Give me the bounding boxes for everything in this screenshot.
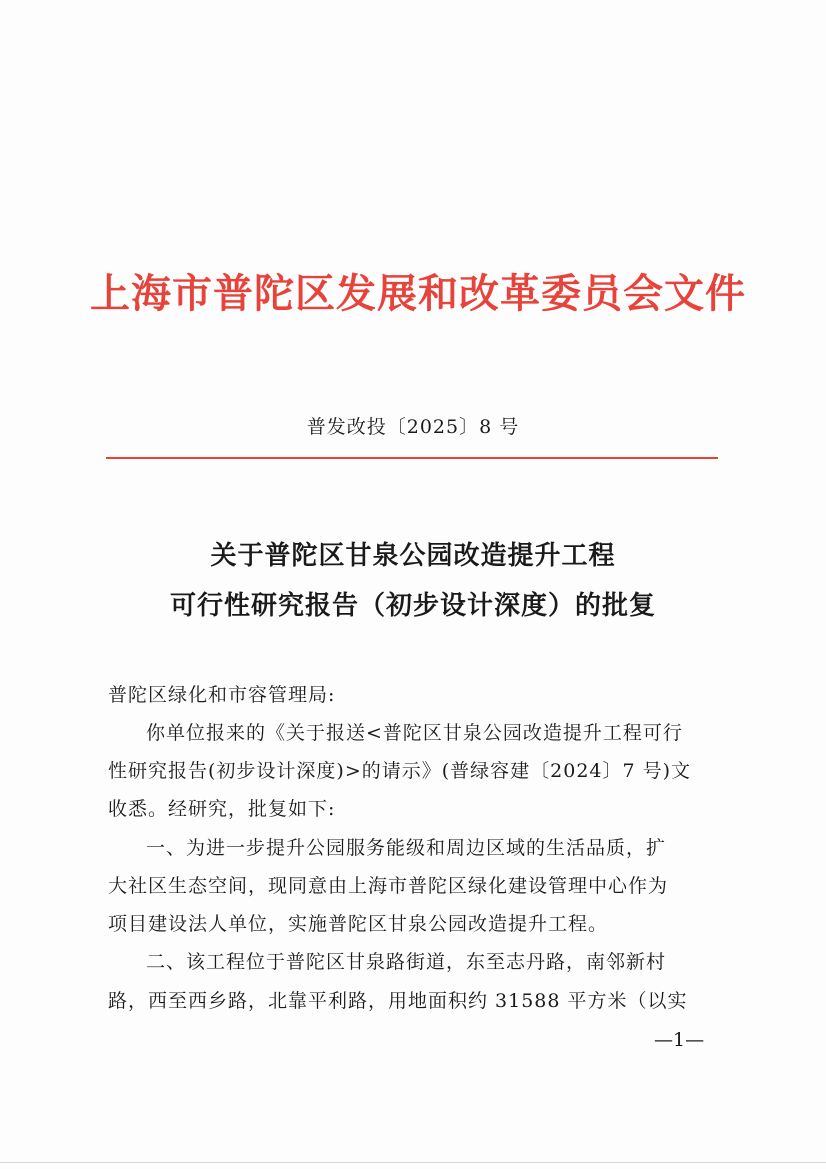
document-number: 普发改投〔2025〕8 号: [306, 416, 520, 438]
red-header-title: 上海市普陀区发展和改革委员会文件: [90, 270, 746, 317]
body-line: 路，西至西乡路，北靠平利路，用地面积约 31588 平方米（以实: [108, 990, 688, 1012]
body-line: 项目建设法人单位，实施普陀区甘泉公园改造提升工程。: [108, 913, 609, 935]
body-line: 收悉。经研究，批复如下:: [108, 798, 336, 820]
page-bottom-edge: [0, 1162, 826, 1163]
body-line: 一、为进一步提升公园服务能级和周边区域的生活品质，扩: [146, 837, 667, 859]
red-divider-line: [106, 457, 718, 459]
subject-title-line-2: 可行性研究报告（初步设计深度）的批复: [169, 591, 656, 621]
body-line: 性研究报告(初步设计深度)>的请示》(普绿容建〔2024〕7 号)文: [108, 760, 692, 782]
body-line: 你单位报来的《关于报送<普陀区甘泉公园改造提升工程可行: [146, 722, 683, 744]
subject-title-line-1: 关于普陀区甘泉公园改造提升工程: [210, 541, 616, 571]
body-line: 大社区生态空间，现同意由上海市普陀区绿化建设管理中心作为: [108, 875, 669, 897]
page-number: —1—: [654, 1029, 705, 1051]
recipient-line: 普陀区绿化和市容管理局:: [108, 684, 336, 706]
body-line: 二、该工程位于普陀区甘泉路街道，东至志丹路，南邻新村: [146, 951, 667, 973]
